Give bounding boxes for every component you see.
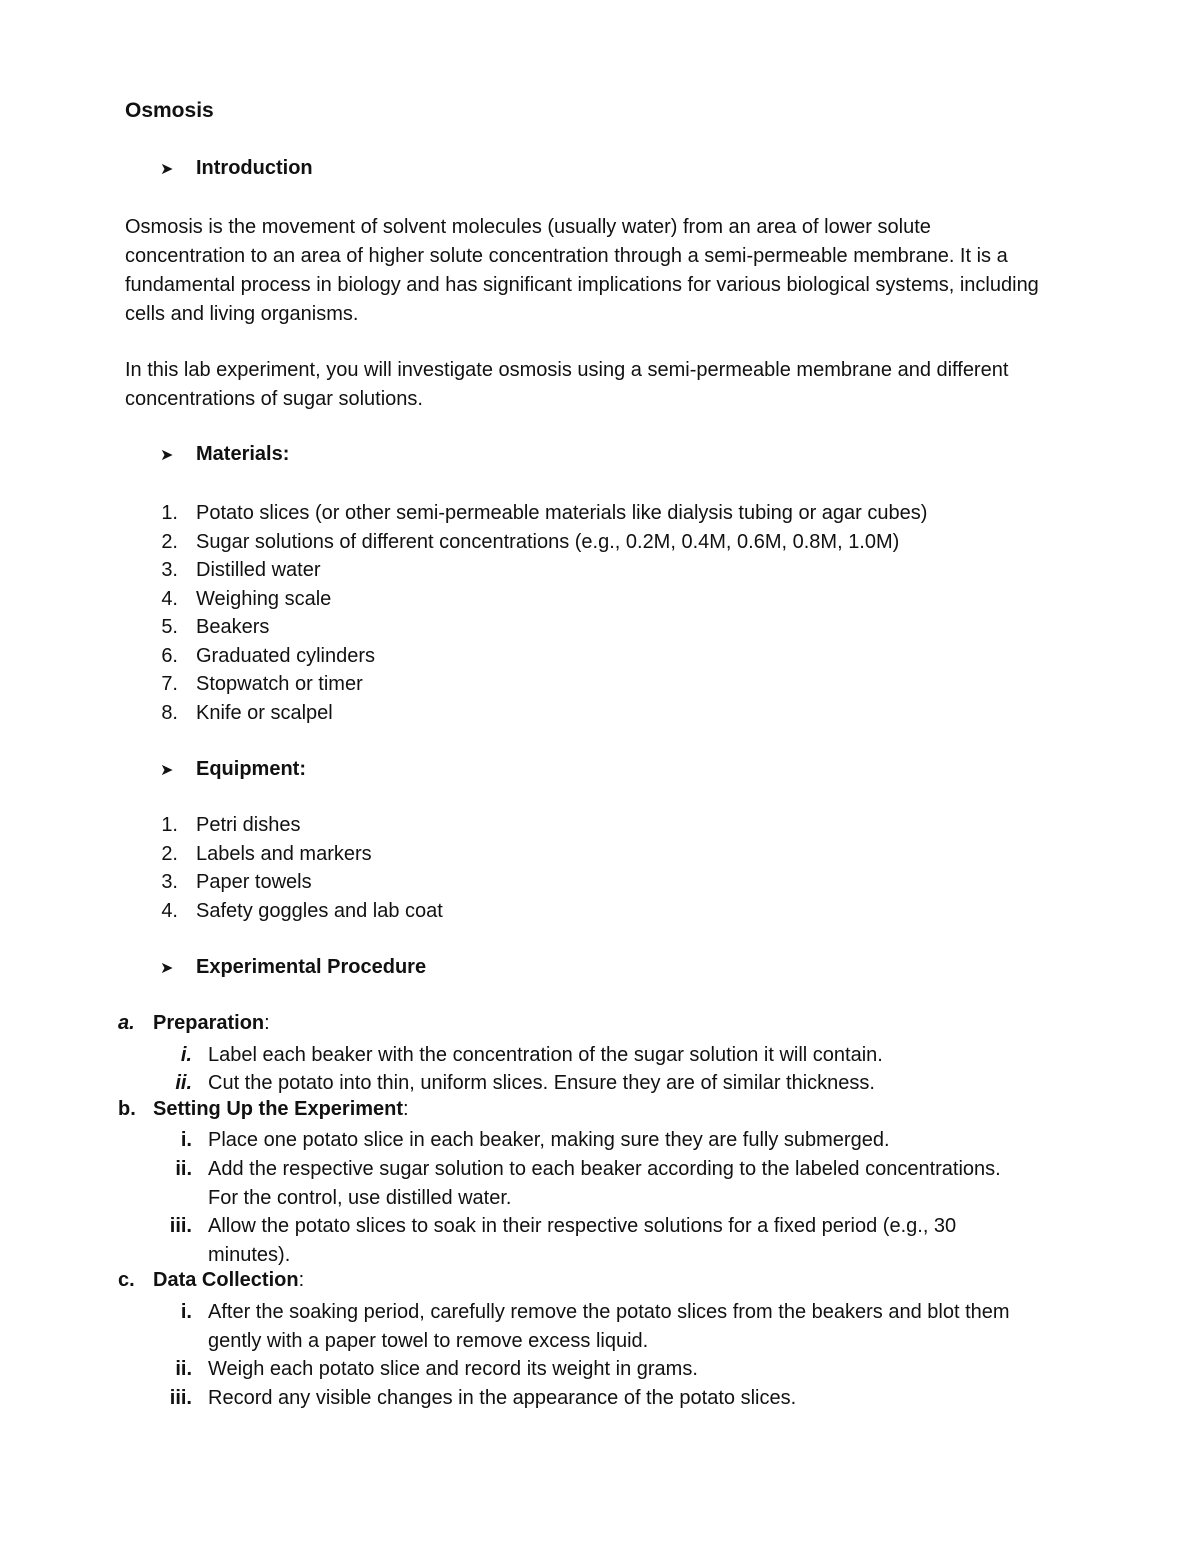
procedure-step xyxy=(152,1069,1032,1098)
list-item-text: Distilled water xyxy=(196,559,321,581)
materials-list xyxy=(152,499,927,727)
list-item-text: Beakers xyxy=(196,616,270,638)
arrowhead-bullet-icon: ➤ xyxy=(160,447,174,464)
arrowhead-bullet-icon: ➤ xyxy=(160,762,174,779)
section-letter: c. xyxy=(118,1269,135,1291)
step-numeral: ii. xyxy=(175,1358,192,1380)
list-number: 6. xyxy=(161,644,178,667)
procedure-step xyxy=(152,1212,1032,1269)
list-number: 4. xyxy=(161,587,178,610)
list-item xyxy=(152,499,927,528)
step-text: Add the respective sugar solution to each beaker according to the labeled concentrations. For the control, use distilled water. xyxy=(208,1158,1001,1209)
document-title: Osmosis xyxy=(125,99,214,122)
step-text: Record any visible changes in the appearance of the potato slices. xyxy=(208,1387,797,1409)
procedure-section-preparation xyxy=(118,1012,270,1035)
procedure-step xyxy=(152,1155,1032,1212)
heading-procedure-label: Experimental Procedure xyxy=(196,956,427,978)
step-numeral: i. xyxy=(180,1129,192,1151)
section-title: Preparation xyxy=(153,1012,265,1034)
list-number: 2. xyxy=(161,530,178,553)
procedure-section-data-collection xyxy=(118,1269,304,1292)
step-numeral: iii. xyxy=(169,1387,192,1409)
list-item xyxy=(152,811,443,840)
list-number: 1. xyxy=(161,502,178,524)
heading-introduction xyxy=(160,157,313,180)
list-item xyxy=(152,840,443,869)
list-item-text: Petri dishes xyxy=(196,814,301,836)
section-letter: b. xyxy=(118,1098,136,1120)
list-item-text: Sugar solutions of different concentrations (e.g., 0.2M, 0.4M, 0.6M, 0.8M, 1.0M) xyxy=(196,530,900,553)
intro-paragraph-1: Osmosis is the movement of solvent molecules (usually water) from an area of lower solute concentration to an area of higher solute concentration through a semi-permeable membrane. It is a fundamental process in biology and has significant implications for various biological systems, including cells and living organisms. xyxy=(125,216,1039,325)
arrowhead-bullet-icon: ➤ xyxy=(160,161,174,178)
procedure-step xyxy=(152,1126,1032,1155)
step-numeral: iii. xyxy=(169,1215,192,1237)
step-numeral: i. xyxy=(180,1044,192,1066)
heading-materials xyxy=(160,443,289,466)
equipment-list xyxy=(152,811,443,925)
intro-paragraph-2: In this lab experiment, you will investigate osmosis using a semi-permeable membrane and different concentrations of sugar solutions. xyxy=(125,359,1009,410)
heading-introduction-label: Introduction xyxy=(196,157,313,179)
list-item xyxy=(152,699,927,728)
step-text: Allow the potato slices to soak in their respective solutions for a fixed period (e.g., 30 minutes). xyxy=(208,1215,957,1266)
list-item xyxy=(152,528,927,557)
list-item-text: Paper towels xyxy=(196,871,312,893)
list-number: 3. xyxy=(161,871,178,893)
step-numeral: ii. xyxy=(175,1158,192,1180)
section-colon: : xyxy=(264,1012,270,1034)
procedure-step xyxy=(152,1355,1032,1384)
list-item-text: Labels and markers xyxy=(196,842,372,865)
list-item-text: Knife or scalpel xyxy=(196,701,333,724)
step-text: Place one potato slice in each beaker, making sure they are fully submerged. xyxy=(208,1129,890,1151)
list-item-text: Graduated cylinders xyxy=(196,644,375,667)
list-item xyxy=(152,556,927,585)
step-text: After the soaking period, carefully remove the potato slices from the beakers and blot them gently with a paper towel to remove excess liquid. xyxy=(208,1301,1010,1352)
heading-procedure xyxy=(160,956,426,979)
section-colon: : xyxy=(298,1269,305,1291)
list-item xyxy=(152,868,443,897)
step-text: Cut the potato into thin, uniform slices. Ensure they are of similar thickness. xyxy=(208,1072,875,1094)
list-number: 3. xyxy=(161,559,178,581)
step-numeral: i. xyxy=(180,1301,192,1323)
procedure-section-setup xyxy=(118,1098,409,1121)
step-numeral: ii. xyxy=(175,1072,192,1094)
list-number: 8. xyxy=(161,701,178,724)
list-item xyxy=(152,642,927,671)
section-letter: a. xyxy=(118,1012,135,1034)
procedure-step xyxy=(152,1298,1032,1355)
step-text: Label each beaker with the concentration of the sugar solution it will contain. xyxy=(208,1044,883,1066)
procedure-step xyxy=(152,1384,1032,1413)
list-item xyxy=(152,897,443,926)
list-item-text: Potato slices (or other semi-permeable materials like dialysis tubing or agar cubes) xyxy=(196,502,928,524)
procedure-step xyxy=(152,1041,1032,1070)
heading-equipment-label: Equipment: xyxy=(196,758,306,780)
heading-materials-label: Materials: xyxy=(196,443,290,465)
list-item-text: Stopwatch or timer xyxy=(196,673,363,695)
list-item-text: Weighing scale xyxy=(196,587,332,610)
section-title: Data Collection xyxy=(153,1269,299,1291)
list-item xyxy=(152,585,927,614)
list-number: 7. xyxy=(161,673,178,695)
section-colon: : xyxy=(403,1098,409,1120)
section-title: Setting Up the Experiment xyxy=(153,1098,404,1120)
arrowhead-bullet-icon: ➤ xyxy=(160,960,174,977)
list-item xyxy=(152,613,927,642)
list-number: 4. xyxy=(161,899,178,922)
list-item xyxy=(152,670,927,699)
list-number: 5. xyxy=(161,616,178,638)
step-text: Weigh each potato slice and record its weight in grams. xyxy=(208,1358,698,1380)
list-item-text: Safety goggles and lab coat xyxy=(196,899,443,922)
list-number: 1. xyxy=(161,814,178,836)
heading-equipment xyxy=(160,758,306,781)
list-number: 2. xyxy=(161,842,178,865)
